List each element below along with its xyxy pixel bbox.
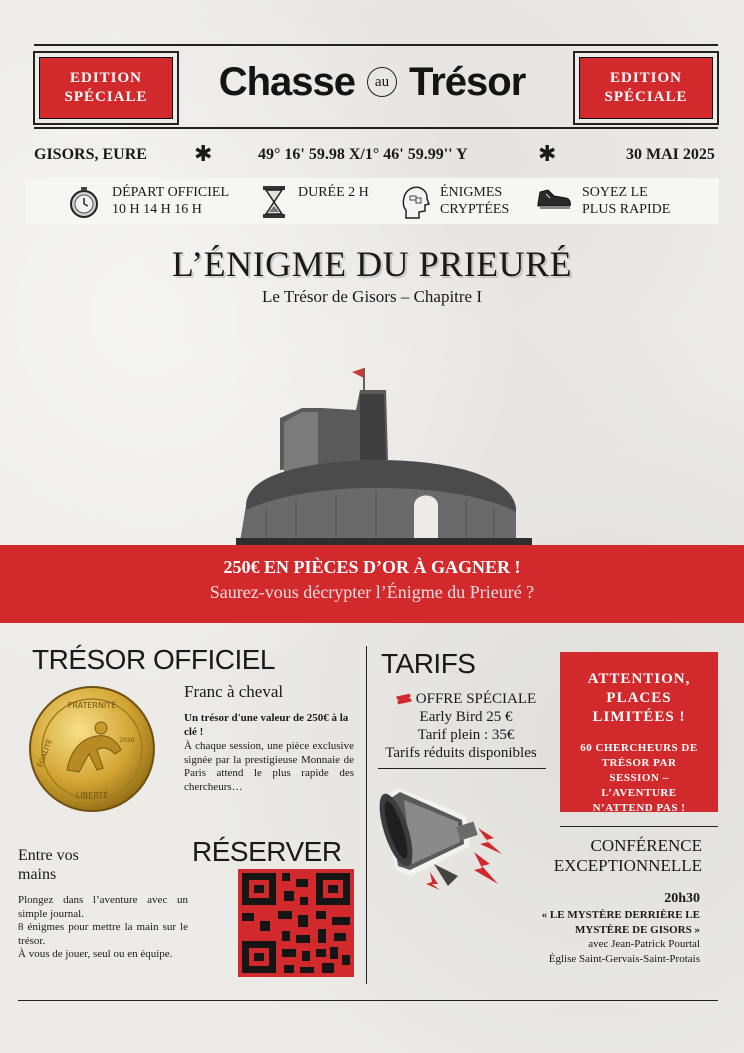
- mains-line-2: 8 énigmes pour mettre la main sur le trésor.: [18, 921, 188, 947]
- banner-line1: 250€ EN PIÈCES D’OR À GAGNER !: [223, 557, 521, 577]
- conference-details: [468, 890, 700, 966]
- coordinates-text: 49° 16' 59.98 X/1° 46' 59.99'' Y: [258, 146, 468, 163]
- info-rapide: [536, 184, 670, 218]
- attention-body-line1: 60 CHERCHEURS DE: [580, 742, 698, 754]
- rapide-line2: PLUS RAPIDE: [582, 202, 671, 217]
- ticket-icon: [396, 693, 412, 705]
- attention-title-line3: LIMITÉES !: [592, 709, 686, 725]
- newspaper-title: [196, 52, 548, 112]
- tarifs-bottom-rule: [378, 768, 546, 769]
- conference-time: 20h30: [664, 891, 700, 906]
- mains-heading: [18, 846, 79, 884]
- pocket-watch-icon: [66, 184, 102, 220]
- tresor-lead: Un trésor d'une valeur de 250€ à la clé !: [184, 712, 349, 738]
- offer-row: [386, 690, 546, 708]
- depart-line1: DÉPART OFFICIEL: [112, 185, 230, 200]
- depart-line2: 10 H 14 H 16 H: [112, 202, 202, 217]
- coin-year: 2020: [119, 737, 135, 744]
- castle-illustration: [226, 360, 532, 546]
- banner-line2: Saurez-vous décrypter l’Énigme du Prieuré ?: [209, 582, 535, 602]
- full-price: Tarif plein : 35€: [417, 727, 515, 743]
- early-bird-price: Early Bird 25 €: [419, 709, 513, 725]
- title-connector: au: [367, 67, 397, 97]
- head-puzzle-icon: [400, 184, 430, 220]
- hourglass-icon: [260, 184, 288, 220]
- reduced-prices: Tarifs réduits disponibles: [385, 745, 537, 761]
- enigmes-line2: CRYPTÉES: [440, 202, 510, 217]
- mains-line-3: À vous de jouer, seul ou en équipe.: [18, 948, 173, 961]
- coin-text-top: FRATERNITÉ: [67, 701, 117, 710]
- tresor-heading: TRÉSOR OFFICIEL: [32, 644, 275, 675]
- reserver-heading: RÉSERVER: [192, 836, 342, 867]
- date-text: 30 MAI 2025: [626, 146, 715, 163]
- footer-rule: [18, 1000, 718, 1001]
- column-divider: [366, 646, 367, 984]
- masthead-top-rule: [34, 44, 718, 46]
- duree-text: DURÉE 2 H: [298, 185, 369, 200]
- coin-text-bottom: LIBERTÉ: [75, 791, 109, 800]
- megaphone-illustration: [374, 780, 524, 890]
- title-part1: Chasse: [218, 59, 355, 104]
- masthead-bottom-rule: [34, 127, 718, 129]
- conference-venue: Église Saint-Gervais-Saint-Protais: [548, 952, 700, 965]
- edition-badge-right: [573, 51, 719, 125]
- sub-headline: Le Trésor de Gisors – Chapitre I: [261, 287, 483, 306]
- attention-body-line3: SESSION –: [609, 772, 669, 784]
- info-duree: [260, 184, 369, 220]
- running-shoe-icon: [536, 184, 572, 212]
- coin-name: Franc à cheval: [184, 682, 284, 701]
- badge-right-line1: EDITION: [609, 70, 683, 86]
- tarifs-heading: TARIFS: [381, 648, 476, 679]
- main-headline: L’ÉNIGME DU PRIEURÉ: [171, 244, 573, 284]
- star-divider-right: ✱: [538, 142, 557, 167]
- info-enigmes: [400, 184, 509, 220]
- offer-label: OFFRE SPÉCIALE: [415, 691, 537, 707]
- badge-left-line1: EDITION: [69, 70, 143, 86]
- attention-title-line2: PLACES: [606, 690, 672, 706]
- attention-body-line2: TRÉSOR PAR: [601, 757, 677, 769]
- conference-heading-line1: CONFÉRENCE: [590, 836, 702, 855]
- mains-heading-line2: mains: [18, 866, 57, 883]
- conference-heading: [518, 836, 702, 876]
- tarifs-block: [386, 690, 546, 762]
- edition-badge-left: [33, 51, 179, 125]
- attention-box: [560, 652, 718, 812]
- conference-title-line1: « LE MYSTÈRE DERRIÈRE LE: [541, 909, 700, 921]
- title-part2: Trésor: [409, 59, 526, 104]
- badge-left-line2: SPÉCIALE: [64, 89, 148, 105]
- location-text: GISORS, EURE: [34, 146, 147, 163]
- conference-heading-line2: EXCEPTIONNELLE: [553, 856, 702, 875]
- gold-coin-image: [27, 684, 157, 814]
- conference-top-rule: [560, 826, 718, 827]
- attention-body-line5: N’ATTEND PAS !: [592, 802, 686, 814]
- rapide-line1: SOYEZ LE: [582, 185, 648, 200]
- mains-heading-line1: Entre vos: [18, 847, 79, 864]
- mains-body: [18, 894, 188, 962]
- mains-line-1: Plongez dans l’aventure avec un simple journal.: [18, 894, 188, 920]
- conference-title-line2: MYSTÈRE DE GISORS »: [574, 923, 700, 936]
- enigmes-line1: ÉNIGMES: [440, 185, 503, 200]
- tresor-body: À chaque session, une pièce exclusive signée par la prestigieuse Monnaie de Paris attend le plus rapide des chercheurs…: [184, 740, 354, 793]
- info-depart: [66, 184, 229, 220]
- attention-body-line4: L’AVENTURE: [601, 787, 677, 799]
- conference-speaker: avec Jean-Patrick Pourtal: [588, 938, 700, 950]
- booking-qr-code[interactable]: [238, 869, 354, 977]
- attention-title-line1: ATTENTION,: [587, 671, 691, 687]
- prize-banner: [0, 545, 744, 623]
- star-divider-left: ✱: [194, 142, 213, 167]
- badge-right-line2: SPÉCIALE: [604, 89, 688, 105]
- coin-text-left: ÉGALITÉ: [36, 738, 54, 769]
